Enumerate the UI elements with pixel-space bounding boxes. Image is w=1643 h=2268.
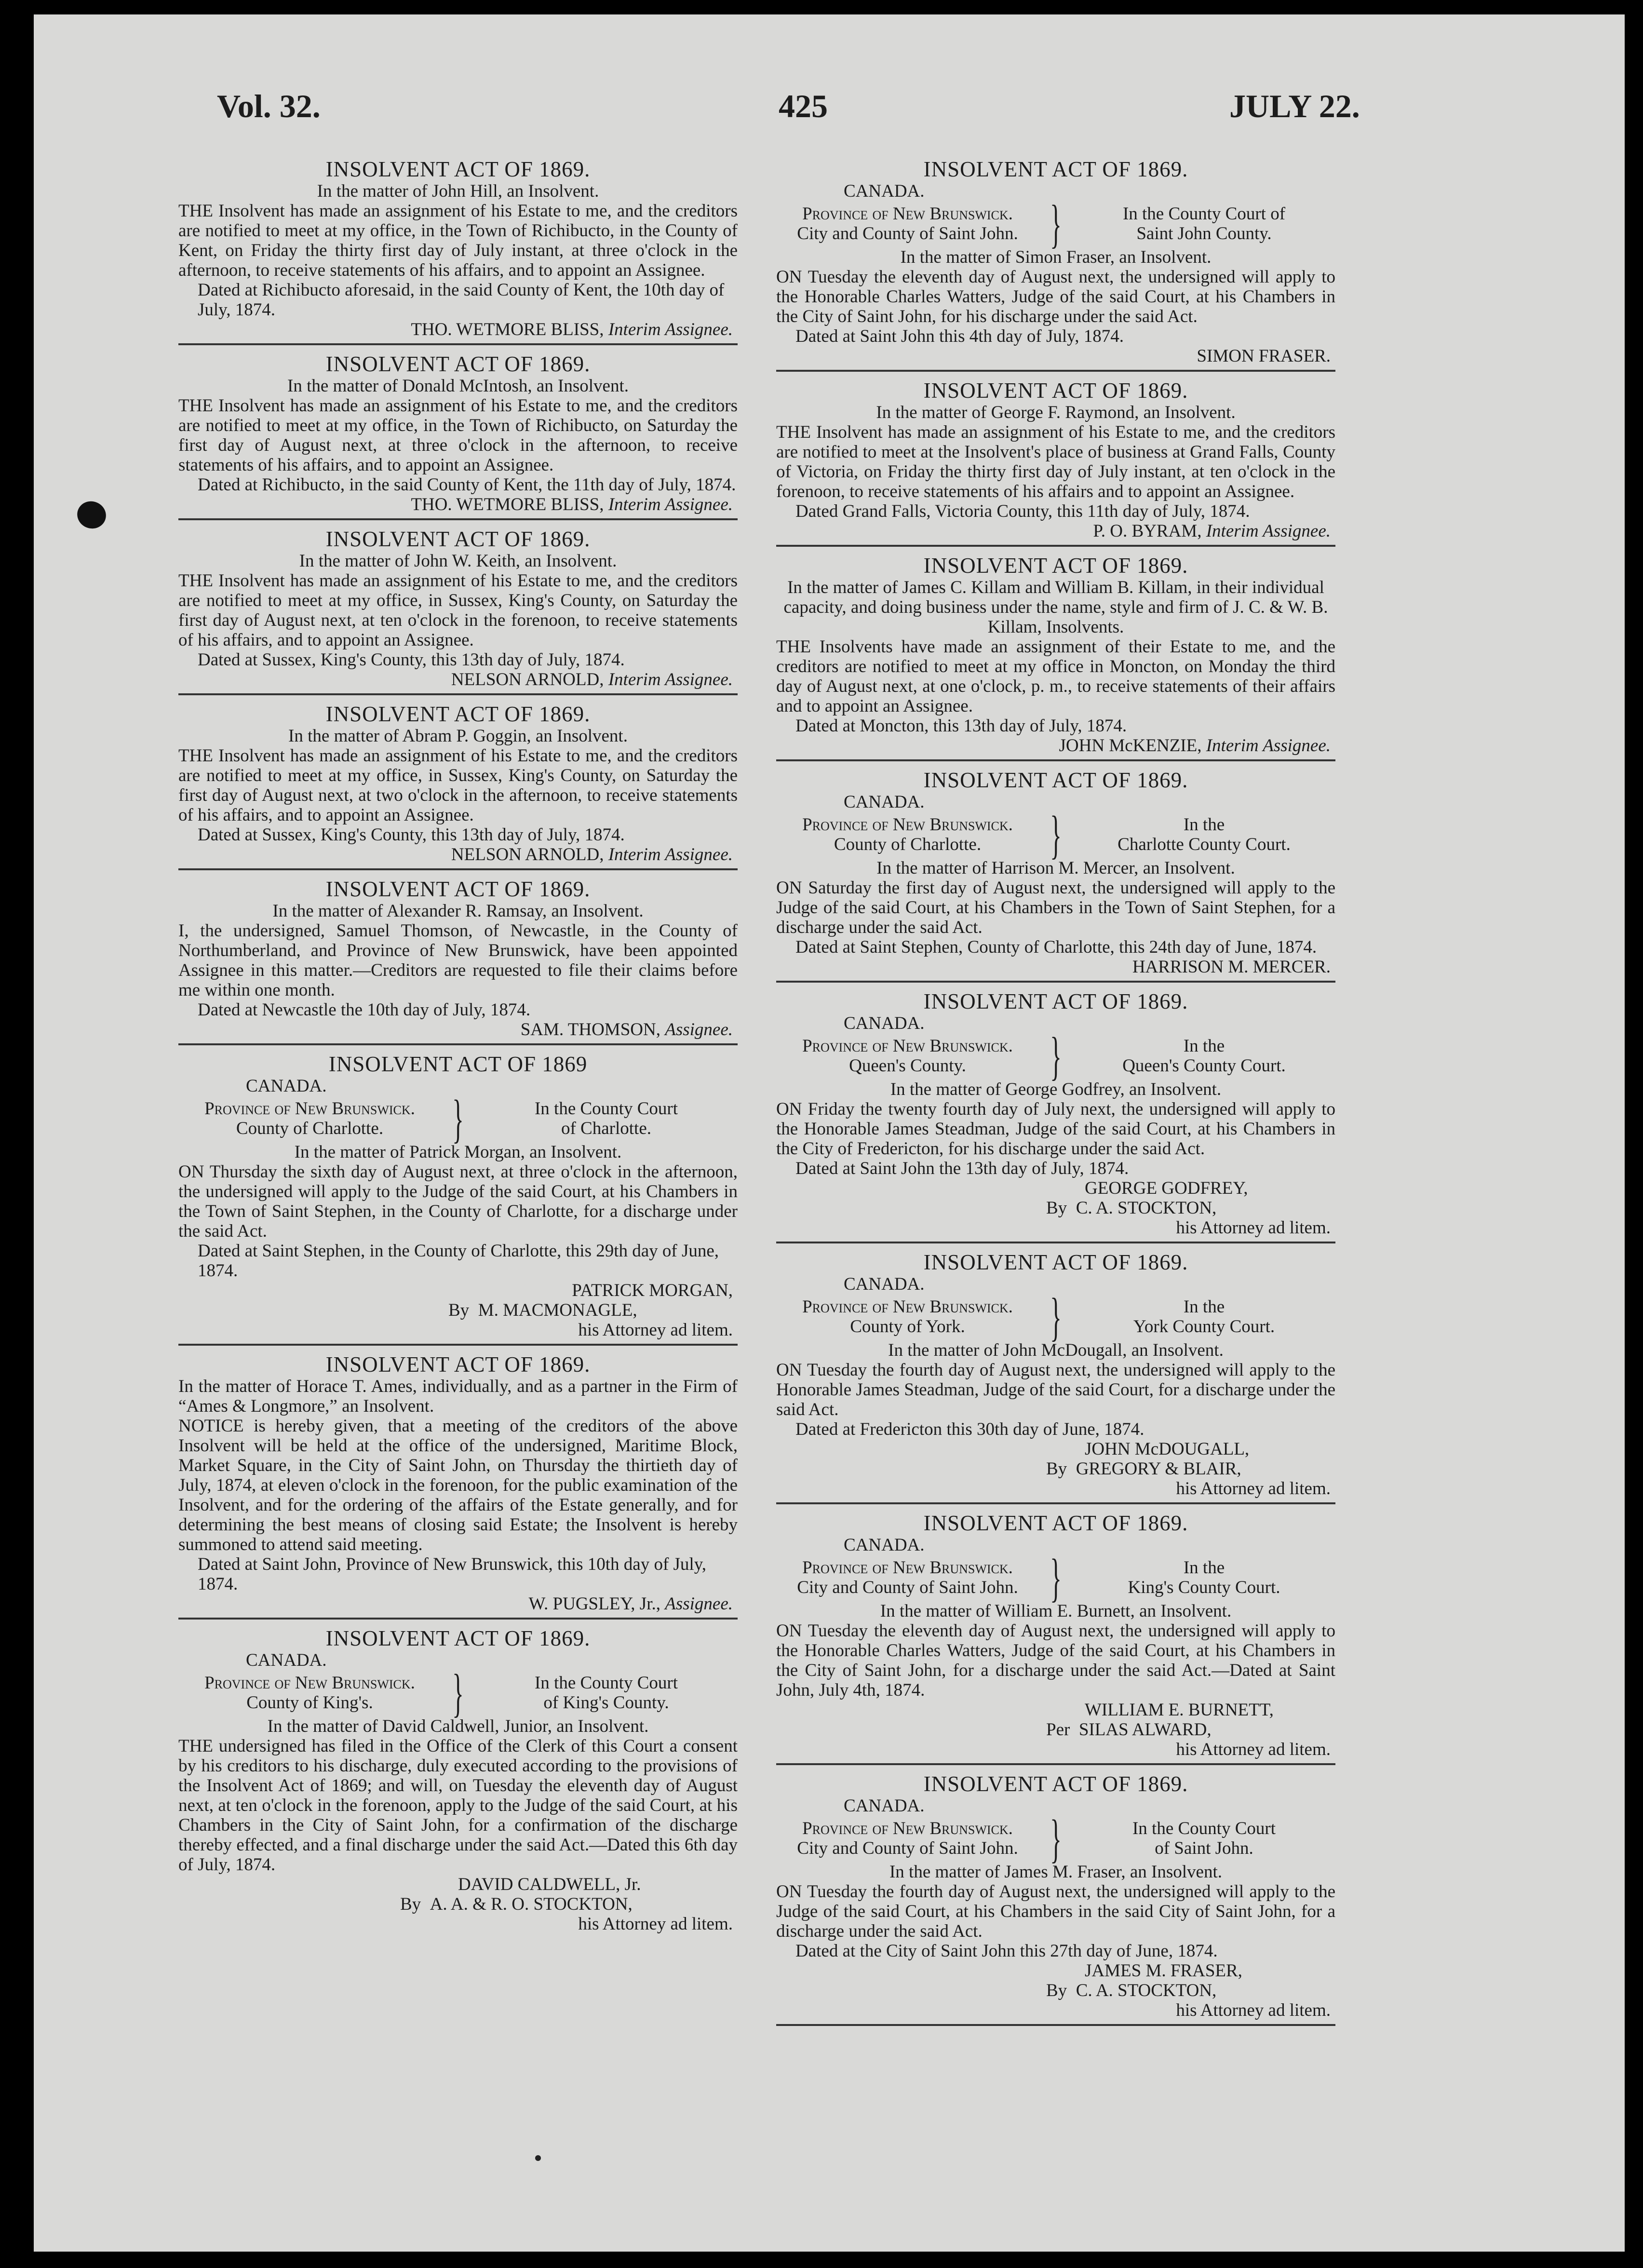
by-label: Per	[1046, 1720, 1070, 1740]
notice-title: INSOLVENT ACT OF 1869.	[325, 1352, 591, 1377]
county-label: Queen's County.	[849, 1056, 966, 1076]
page-number: 425	[779, 88, 828, 124]
attorney-line	[776, 1459, 1335, 1479]
caption-left	[776, 1558, 1039, 1597]
court-caption	[776, 1548, 1335, 1607]
notice-body: THE undersigned has filed in the Office of the Clerk of this Court a consent by his creditors to his discharge, duly executed according to the provisions of the Insolvent Act of 1869; and will, on Tuesday the eleventh day of August next, at ten o'clock in the forenoon, apply to the Judge of the said Court, at his Chambers in the City of Saint John, for a confirmation of the discharge thereby effected, and a final discharge under the said Act.—Dated this 6th day of July, 1874.	[178, 1736, 738, 1875]
signature	[178, 1020, 738, 1040]
matter-line: In the matter of John W. Keith, an Insolvent.	[299, 551, 617, 571]
signature: JAMES M. FRASER,	[1085, 1961, 1242, 1981]
notice-caldwell	[178, 1623, 738, 1938]
signature: W. PUGSLEY, Jr., Assignee.	[528, 1594, 733, 1614]
notice-body: ON Tuesday the eleventh day of August next, the undersigned will apply to the Honorable Charles Watters, Judge of the said Court, at his Chambers in the City of Saint John, for his discharge under the said Act.	[776, 267, 1335, 326]
caption-right	[1073, 204, 1335, 243]
county-label: County of York.	[850, 1317, 965, 1336]
notice-title: INSOLVENT ACT OF 1869.	[923, 554, 1188, 578]
signature-name: JOHN McKENZIE,	[1059, 736, 1202, 756]
canada-label: CANADA.	[844, 792, 925, 812]
signature-role: Interim Assignee.	[608, 320, 733, 339]
brace-icon: }	[452, 1089, 464, 1148]
attorney-name: C. A. STOCKTON,	[1076, 1198, 1217, 1218]
dated-line: Dated at Saint Stephen, in the County of Charlotte, this 29th day of June, 1874.	[198, 1241, 719, 1281]
notice-body: THE Insolvent has made an assignment of his Estate to me, and the creditors are notified to meet at my office, in the Town of Richibucto, on Saturday the first day of August next, at three o'clock in the afternoon, to receive statements of his affairs, and to appoint an Assignee.	[178, 396, 738, 475]
notice-body: THE Insolvents have made an assignment of their Estate to me, and the creditors are notified to meet at my office in Moncton, on Monday the third day of August next, at one o'clock, p. m., to receive statements of their affairs and to appoint an Assignee.	[776, 637, 1335, 716]
court-caption: Province of New Brunswick. County of King's. } In the County Court of King's County.	[204, 1663, 678, 1722]
signature	[178, 845, 738, 864]
brace-icon: }	[1050, 805, 1062, 864]
ink-dot	[535, 2155, 541, 2161]
court-caption	[776, 194, 1335, 253]
signature: JOHN McDOUGALL,	[1085, 1439, 1250, 1459]
dated-line: Dated at Moncton, this 13th day of July, 1874.	[795, 716, 1127, 736]
province-label: Province of New Brunswick.	[802, 1036, 1013, 1056]
court-caption: Province of New Brunswick. County of Charlotte. } In the County Court of Charlotte.	[204, 1089, 678, 1148]
ink-blot	[73, 497, 110, 532]
signature	[178, 670, 738, 689]
signature-role: Interim Assignee.	[608, 845, 733, 864]
signature: GEORGE GODFREY,	[1085, 1178, 1248, 1198]
signature-name: SAM. THOMSON,	[520, 1020, 660, 1040]
court-name: Queen's County Court.	[1122, 1056, 1286, 1076]
notice-title: INSOLVENT ACT OF 1869.	[923, 768, 1188, 792]
signature-name: THO. WETMORE BLISS,	[411, 495, 604, 514]
attorney-role: his Attorney ad litem.	[1176, 1218, 1331, 1238]
court-label: In the	[1183, 1558, 1225, 1578]
brace-icon: }	[1050, 194, 1062, 253]
canada-label: CANADA.	[844, 1274, 925, 1294]
notice-title: INSOLVENT ACT OF 1869.	[923, 1511, 1188, 1535]
county-label: County of Charlotte.	[834, 835, 982, 854]
matter-line: In the matter of Patrick Morgan, an Insolvent.	[294, 1142, 622, 1162]
notice-title: INSOLVENT ACT OF 1869.	[923, 157, 1188, 181]
notice-raymond	[776, 376, 1335, 547]
notice-simon	[776, 154, 1335, 372]
caption-left	[776, 204, 1039, 243]
attorney-role: his Attorney ad litem.	[1176, 1740, 1331, 1759]
canada-label: CANADA.	[844, 1796, 925, 1816]
province-label: Province of New Brunswick.	[802, 204, 1013, 224]
notice-title: INSOLVENT ACT OF 1869.	[923, 1772, 1188, 1796]
attorney-line	[776, 1981, 1335, 2000]
left-column	[178, 154, 738, 1942]
dated-line: Dated at Richibucto aforesaid, in the said County of Kent, the 10th day of July, 1874.	[198, 280, 725, 320]
notice-body: THE Insolvent has made an assignment of his Estate to me, and the creditors are notified to meet at my office, in the Town of Richibucto, in the County of Kent, on Friday the thirty first day of July instant, at three o'clock in the afternoon, to receive statements of his affairs, and to appoint an Assignee.	[178, 201, 738, 280]
canada-label: CANADA.	[844, 1013, 925, 1033]
notice-body: THE Insolvent has made an assignment of his Estate to me, and the creditors are notified to meet at my office, in Sussex, King's County, on Saturday the first day of August next, at ten o'clock in the forenoon, to receive statements of his affairs, and to appoint an Assignee.	[178, 571, 738, 650]
signature-name: THO. WETMORE BLISS,	[411, 320, 604, 339]
province-label: Province of New Brunswick.	[802, 1558, 1013, 1578]
notice-body: THE Insolvent has made an assignment of his Estate to me, and the creditors are notified to meet at my office, in Sussex, King's County, on Saturday the first day of August next, at two o'clock in the afternoon, to receive statements of his affairs, and to appoint an Assignee.	[178, 746, 738, 825]
notice-ramsay	[178, 874, 738, 1045]
notice-title: INSOLVENT ACT OF 1869.	[325, 157, 591, 181]
court-name: King's County Court.	[1128, 1578, 1280, 1597]
notice-hill	[178, 154, 738, 345]
volume-label: Vol. 32.	[217, 88, 321, 124]
notice-title: INSOLVENT ACT OF 1869.	[325, 702, 591, 726]
notice-title: INSOLVENT ACT OF 1869.	[923, 378, 1188, 403]
matter-line: In the matter of William E. Burnett, an Insolvent.	[880, 1601, 1232, 1621]
signature-role: Assignee.	[665, 1020, 733, 1040]
matter-line: In the matter of Harrison M. Mercer, an Insolvent.	[876, 858, 1235, 878]
court-caption	[776, 805, 1335, 864]
notice-body: NOTICE is hereby given, that a meeting of the creditors of the above Insolvent will be held at the office of the undersigned, Maritime Block, Market Square, in the City of Saint John, on Thursday the thirtieth day of July, 1874, at eleven o'clock in the forenoon, for the public examination of the Insolvent, and for the ordering of the affairs of the Estate generally, and for determining the best means of closing said Estate; the Insolvent is hereby summoned to attend said meeting.	[178, 1416, 738, 1554]
notice-goggin	[178, 699, 738, 870]
signature	[178, 320, 738, 339]
notice-mcintosh	[178, 349, 738, 520]
dated-line: Dated at the City of Saint John this 27th day of June, 1874.	[795, 1941, 1218, 1961]
notice-godfrey	[776, 986, 1335, 1243]
dated-line: Dated at Richibucto, in the said County of Kent, the 11th day of July, 1874.	[198, 475, 736, 495]
court-label: In the	[1183, 1297, 1225, 1317]
caption-right	[1073, 1297, 1335, 1336]
issue-date: JULY 22.	[1229, 88, 1360, 124]
dated-line: Dated at Saint John the 13th day of July, 1874.	[795, 1159, 1129, 1178]
caption-right	[1073, 1819, 1335, 1858]
court-label: In the	[1183, 1036, 1225, 1056]
notice-title: INSOLVENT ACT OF 1869.	[923, 1250, 1188, 1274]
by-label: By	[1046, 1198, 1067, 1218]
signature-role: Interim Assignee.	[1206, 736, 1331, 756]
brace-icon: }	[1050, 1287, 1062, 1346]
county-label: City and County of Saint John.	[797, 224, 1018, 243]
matter-line: In the matter of Alexander R. Ramsay, an Insolvent.	[272, 901, 644, 921]
canada-label: CANADA.	[246, 1076, 327, 1096]
notice-title: INSOLVENT ACT OF 1869	[328, 1052, 588, 1076]
dated-line: Dated at Sussex, King's County, this 13th day of July, 1874.	[198, 825, 625, 845]
matter-line: In the matter of David Caldwell, Junior, an Insolvent.	[267, 1716, 649, 1736]
attorney-name: C. A. STOCKTON,	[1076, 1981, 1217, 2000]
court-label: In the	[1183, 815, 1225, 835]
court-label: In the County Court	[1132, 1819, 1276, 1838]
signature: WILLIAM E. BURNETT,	[1085, 1700, 1274, 1720]
signature: SIMON FRASER.	[1197, 346, 1331, 366]
caption-right	[1073, 1558, 1335, 1597]
attorney-role: his Attorney ad litem.	[1176, 1479, 1331, 1498]
notice-body: I, the undersigned, Samuel Thomson, of Newcastle, in the County of Northumberland, and Province of New Brunswick, have been appointed Assignee in this matter.—Creditors are requested to file their claims before me within one month.	[178, 921, 738, 1000]
caption-left	[776, 1819, 1039, 1858]
notice-morgan	[178, 1049, 738, 1346]
notice-ames	[178, 1350, 738, 1620]
court-name: Saint John County.	[1136, 224, 1272, 243]
notice-keith	[178, 524, 738, 695]
court-name: York County Court.	[1133, 1317, 1275, 1336]
county-label: City and County of Saint John.	[797, 1838, 1018, 1858]
matter-line: In the matter of James C. Killam and William B. Killam, in their individual capacity, and doing business under the name, style and firm of J. C. & W. B. Killam, Insolvents.	[783, 578, 1328, 637]
notice-jfraser	[776, 1769, 1335, 2026]
dated-line: Dated at Saint Stephen, County of Charlotte, this 24th day of June, 1874.	[795, 937, 1317, 957]
notice-title: INSOLVENT ACT OF 1869.	[923, 989, 1188, 1013]
notice-burnett	[776, 1508, 1335, 1765]
notice-title: INSOLVENT ACT OF 1869.	[325, 527, 591, 551]
court-caption	[776, 1026, 1335, 1085]
brace-icon: }	[1050, 1548, 1062, 1607]
notice-body: THE Insolvent has made an assignment of his Estate to me, and the creditors are notified to meet at the Insolvent's place of business at Grand Falls, County of Victoria, on Friday the thirty first day of July instant, at ten o'clock in the forenoon, to receive statements of his affairs and to appoint an Assignee.	[776, 422, 1335, 501]
dated-line: Dated Grand Falls, Victoria County, this 11th day of July, 1874.	[795, 501, 1250, 521]
right-column	[776, 154, 1335, 2030]
attorney-role: his Attorney ad litem.	[578, 1320, 733, 1340]
matter-line: In the matter of Abram P. Goggin, an Insolvent.	[288, 726, 628, 746]
attorney-line	[776, 1198, 1335, 1218]
signature-role: Interim Assignee.	[608, 670, 733, 689]
attorney-role: his Attorney ad litem.	[578, 1914, 733, 1934]
court-name: of Saint John.	[1155, 1838, 1253, 1858]
signature	[178, 495, 738, 514]
matter-line: In the matter of John McDougall, an Insolvent.	[888, 1340, 1224, 1360]
province-label: Province of New Brunswick.	[802, 1819, 1013, 1838]
signature-name: P. O. BYRAM,	[1093, 521, 1202, 541]
court-caption	[776, 1809, 1335, 1868]
notice-body: ON Saturday the first day of August next, the undersigned will apply to the Judge of the said Court, at his Chambers in the Town of Saint Stephen, for a discharge under the said Act.	[776, 878, 1335, 937]
court-label: In the County Court of	[1122, 204, 1286, 224]
brace-icon: }	[1050, 1809, 1062, 1868]
matter-line: In the matter of James M. Fraser, an Insolvent.	[889, 1862, 1223, 1882]
signature	[776, 521, 1335, 541]
signature	[776, 736, 1335, 756]
attorney-line	[776, 1720, 1335, 1740]
notice-mcdougall	[776, 1247, 1335, 1504]
canada-label: CANADA.	[844, 1535, 925, 1555]
dated-line: Dated at Sussex, King's County, this 13th day of July, 1874.	[198, 650, 625, 670]
signature-name: NELSON ARNOLD,	[451, 670, 604, 689]
brace-icon: }	[452, 1663, 464, 1722]
dated-line: Dated at Newcastle the 10th day of July, 1874.	[198, 1000, 531, 1020]
by-label: By	[1046, 1981, 1067, 2000]
matter-line: In the matter of Simon Fraser, an Insolvent.	[900, 247, 1212, 267]
province-label: Province of New Brunswick.	[802, 815, 1013, 835]
signature-role: Interim Assignee.	[608, 495, 733, 514]
notice-body: ON Tuesday the eleventh day of August next, the undersigned will apply to the Honorable Charles Watters, Judge of the said Court, at his Chambers in the City of Saint John, for a discharge under the said Act.—Dated at Saint John, July 4th, 1874.	[776, 1621, 1335, 1700]
attorney-name: SILAS ALWARD,	[1078, 1720, 1212, 1740]
matter-line: In the matter of George Godfrey, an Insolvent.	[890, 1080, 1222, 1099]
notice-title: INSOLVENT ACT OF 1869.	[325, 1626, 591, 1650]
attorney-role: his Attorney ad litem.	[1176, 2000, 1331, 2020]
signature: HARRISON M. MERCER.	[1132, 957, 1331, 977]
matter-line: In the matter of Donald McIntosh, an Insolvent.	[287, 376, 629, 396]
signature-name: NELSON ARNOLD,	[451, 845, 604, 864]
county-label: City and County of Saint John.	[797, 1578, 1018, 1597]
signature: DAVID CALDWELL, Jr.	[458, 1875, 641, 1894]
notice-body: ON Thursday the sixth day of August next, at three o'clock in the afternoon, the undersigned will apply to the Judge of the said Court, at his Chambers in the Town of Saint Stephen, in the County of Charlotte, for a discharge under the said Act.	[178, 1162, 738, 1241]
notice-body: ON Friday the twenty fourth day of July next, the undersigned will apply to the Honorable James Steadman, Judge of the said Court, at his Chambers in the City of Fredericton, for his discharge under the said Act.	[776, 1099, 1335, 1159]
province-label: Province of New Brunswick.	[802, 1297, 1013, 1317]
matter-line: In the matter of John Hill, an Insolvent.	[317, 181, 599, 201]
attorney-name: GREGORY & BLAIR,	[1076, 1459, 1241, 1479]
signature-role: Interim Assignee.	[1206, 521, 1331, 541]
court-name: Charlotte County Court.	[1118, 835, 1291, 854]
notice-body: ON Tuesday the fourth day of August next, the undersigned will apply to the Judge of the said Court, at his Chambers in the said City of Saint John, for a discharge under the said Act.	[776, 1882, 1335, 1941]
newspaper-page	[34, 14, 1625, 2252]
notice-body: ON Tuesday the fourth day of August next, the undersigned will apply to the Honorable James Steadman, Judge of the said Court, for a discharge under the said Act.	[776, 1360, 1335, 1419]
caption-left	[776, 1297, 1039, 1336]
attorney-line: By A. A. & R. O. STOCKTON,	[400, 1894, 633, 1914]
caption-right	[1073, 815, 1335, 854]
signature: PATRICK MORGAN,	[572, 1281, 733, 1300]
caption-left	[776, 815, 1039, 854]
attorney-line: By M. MACMONAGLE,	[448, 1300, 637, 1320]
matter-line: In the matter of Horace T. Ames, individually, and as a partner in the Firm of “Ames & Longmore,” an Insolvent.	[178, 1377, 738, 1416]
notice-mercer	[776, 765, 1335, 983]
notice-title: INSOLVENT ACT OF 1869.	[325, 877, 591, 901]
notice-killam	[776, 551, 1335, 761]
dated-line: Dated at Fredericton this 30th day of June, 1874.	[795, 1419, 1145, 1439]
caption-right	[1073, 1036, 1335, 1076]
dated-line: Dated at Saint John this 4th day of July, 1874.	[795, 326, 1124, 346]
matter-line: In the matter of George F. Raymond, an Insolvent.	[876, 403, 1236, 422]
by-label: By	[1046, 1459, 1067, 1479]
brace-icon: }	[1050, 1026, 1062, 1085]
canada-label: CANADA.	[844, 181, 925, 201]
court-caption	[776, 1287, 1335, 1346]
canada-label: CANADA.	[246, 1650, 327, 1670]
dated-line: Dated at Saint John, Province of New Brunswick, this 10th day of July, 1874.	[198, 1554, 707, 1594]
caption-left	[776, 1036, 1039, 1076]
notice-title: INSOLVENT ACT OF 1869.	[325, 352, 591, 376]
